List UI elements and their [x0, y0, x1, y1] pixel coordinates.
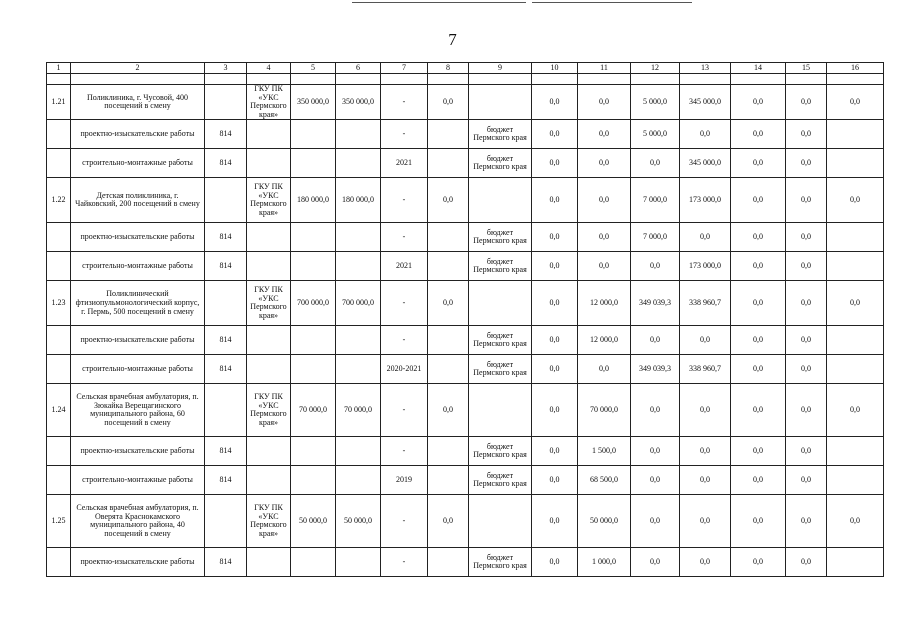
- cell-col-9: [469, 281, 532, 326]
- cell-col-3: [205, 281, 247, 326]
- object-row: [47, 384, 884, 437]
- cell-col-15: 0,0: [786, 149, 827, 178]
- cell-col-1: [47, 120, 71, 149]
- column-number-6: 6: [336, 63, 381, 74]
- column-number-3: 3: [205, 63, 247, 74]
- cell-col-3: [205, 178, 247, 223]
- cell-col-15: 0,0: [786, 466, 827, 495]
- cell-col-15: 0,0: [786, 85, 827, 120]
- budget-table: [46, 62, 884, 577]
- cell-col-16: [827, 355, 884, 384]
- cell-col-15: 0,0: [786, 178, 827, 223]
- object-row: [47, 178, 884, 223]
- object-row: [47, 85, 884, 120]
- column-number-4: 4: [247, 63, 291, 74]
- cell-col-7: -: [381, 437, 428, 466]
- cell-col-11: 0,0: [578, 85, 631, 120]
- cell-col-7: -: [381, 223, 428, 252]
- cell-col-5: 50 000,0: [291, 495, 336, 548]
- cell-col-16: [827, 548, 884, 577]
- cell-col-10: 0,0: [532, 178, 578, 223]
- cell-col-15: 0,0: [786, 252, 827, 281]
- cell-col-9: бюджет Пермского края: [469, 466, 532, 495]
- cell-col-3: 814: [205, 548, 247, 577]
- cell-col-10: 0,0: [532, 85, 578, 120]
- cell-col-8: [428, 252, 469, 281]
- cell-col-15: 0,0: [786, 495, 827, 548]
- cell-col-12: 0,0: [631, 252, 680, 281]
- cell-col-6: [336, 149, 381, 178]
- cell-col-15: 0,0: [786, 437, 827, 466]
- column-number-16: 16: [827, 63, 884, 74]
- cell-col-5: [291, 252, 336, 281]
- cell-col-4: [247, 437, 291, 466]
- cell-col-2: проектно-изыскательские работы: [71, 437, 205, 466]
- cell-col-13: 0,0: [680, 495, 731, 548]
- cell-col-2: строительно-монтажные работы: [71, 466, 205, 495]
- cell-col-5: [291, 223, 336, 252]
- cell-col-16: [827, 223, 884, 252]
- blank-row: [47, 74, 884, 85]
- cell-col-12: 349 039,3: [631, 281, 680, 326]
- cell-col-2: Сельская врачебная амбулатория, п. Оверята Краснокамского муниципального района, 40 посещений в смену: [71, 495, 205, 548]
- cell-col-10: 0,0: [532, 223, 578, 252]
- cell-col-11: 1 000,0: [578, 548, 631, 577]
- cell-col-2: Детская поликлиника, г. Чайковский, 200 посещений в смену: [71, 178, 205, 223]
- cell-col-5: 180 000,0: [291, 178, 336, 223]
- cell-col-7: -: [381, 120, 428, 149]
- scan-edge-line-left: [352, 2, 526, 3]
- cell-col-6: [336, 120, 381, 149]
- cell-col-11: 68 500,0: [578, 466, 631, 495]
- cell-col-15: 0,0: [786, 384, 827, 437]
- cell-col-2: проектно-изыскательские работы: [71, 548, 205, 577]
- cell-col-8: [428, 548, 469, 577]
- cell-col-5: [291, 437, 336, 466]
- cell-col-11: 0,0: [578, 178, 631, 223]
- cell-col-1: 1.22: [47, 178, 71, 223]
- cell-col-3: 814: [205, 466, 247, 495]
- cell-col-4: [247, 252, 291, 281]
- cell-col-13: 173 000,0: [680, 252, 731, 281]
- cell-col-4: ГКУ ПК «УКС Пермского края»: [247, 281, 291, 326]
- cell-col-12: 7 000,0: [631, 178, 680, 223]
- cell-col-14: 0,0: [731, 85, 786, 120]
- cell-col-9: [469, 384, 532, 437]
- cell-col-13: 345 000,0: [680, 85, 731, 120]
- cell-col-13: 173 000,0: [680, 178, 731, 223]
- cell-col-16: 0,0: [827, 85, 884, 120]
- cell-col-15: 0,0: [786, 223, 827, 252]
- cell-col-5: [291, 326, 336, 355]
- cell-col-13: 0,0: [680, 120, 731, 149]
- cell-col-8: 0,0: [428, 178, 469, 223]
- cell-col-7: 2021: [381, 149, 428, 178]
- cell-col-4: [247, 120, 291, 149]
- work-type-row: [47, 466, 884, 495]
- cell-col-16: [827, 437, 884, 466]
- cell-col-10: 0,0: [532, 548, 578, 577]
- cell-col-2: проектно-изыскательские работы: [71, 120, 205, 149]
- cell-col-12: 0,0: [631, 437, 680, 466]
- cell-col-3: 814: [205, 223, 247, 252]
- column-number-15: 15: [786, 63, 827, 74]
- work-type-row: [47, 252, 884, 281]
- cell-col-15: 0,0: [786, 548, 827, 577]
- work-type-row: [47, 149, 884, 178]
- cell-col-8: [428, 437, 469, 466]
- cell-col-2: проектно-изыскательские работы: [71, 223, 205, 252]
- cell-col-13: 0,0: [680, 437, 731, 466]
- work-type-row: [47, 437, 884, 466]
- cell-col-15: 0,0: [786, 355, 827, 384]
- work-type-row: [47, 355, 884, 384]
- cell-col-10: 0,0: [532, 281, 578, 326]
- cell-col-11: 0,0: [578, 252, 631, 281]
- cell-col-15: 0,0: [786, 281, 827, 326]
- cell-col-11: 0,0: [578, 149, 631, 178]
- cell-col-14: 0,0: [731, 223, 786, 252]
- cell-col-3: 814: [205, 326, 247, 355]
- cell-col-14: 0,0: [731, 437, 786, 466]
- cell-col-10: 0,0: [532, 355, 578, 384]
- cell-col-1: [47, 149, 71, 178]
- cell-col-9: бюджет Пермского края: [469, 223, 532, 252]
- cell-col-3: 814: [205, 252, 247, 281]
- cell-col-7: 2021: [381, 252, 428, 281]
- cell-col-5: [291, 466, 336, 495]
- scan-edge-line-right: [532, 2, 692, 3]
- cell-col-8: [428, 466, 469, 495]
- cell-col-16: 0,0: [827, 178, 884, 223]
- cell-col-13: 338 960,7: [680, 281, 731, 326]
- cell-col-5: 700 000,0: [291, 281, 336, 326]
- cell-col-11: 0,0: [578, 223, 631, 252]
- cell-col-8: [428, 326, 469, 355]
- column-number-13: 13: [680, 63, 731, 74]
- cell-col-13: 345 000,0: [680, 149, 731, 178]
- cell-col-8: 0,0: [428, 85, 469, 120]
- cell-col-2: проектно-изыскательские работы: [71, 326, 205, 355]
- cell-col-16: [827, 120, 884, 149]
- column-number-10: 10: [532, 63, 578, 74]
- cell-col-14: 0,0: [731, 178, 786, 223]
- cell-col-7: -: [381, 548, 428, 577]
- cell-col-7: -: [381, 326, 428, 355]
- cell-col-7: -: [381, 85, 428, 120]
- cell-col-1: 1.25: [47, 495, 71, 548]
- cell-col-8: [428, 120, 469, 149]
- column-number-8: 8: [428, 63, 469, 74]
- cell-col-11: 0,0: [578, 120, 631, 149]
- cell-col-9: [469, 85, 532, 120]
- cell-col-14: 0,0: [731, 326, 786, 355]
- cell-col-3: 814: [205, 149, 247, 178]
- cell-col-1: [47, 326, 71, 355]
- cell-col-16: [827, 326, 884, 355]
- cell-col-11: 1 500,0: [578, 437, 631, 466]
- cell-col-14: 0,0: [731, 149, 786, 178]
- cell-col-14: 0,0: [731, 252, 786, 281]
- cell-col-13: 0,0: [680, 384, 731, 437]
- cell-col-16: 0,0: [827, 384, 884, 437]
- cell-col-10: 0,0: [532, 466, 578, 495]
- cell-col-10: 0,0: [532, 252, 578, 281]
- cell-col-3: [205, 384, 247, 437]
- cell-col-4: ГКУ ПК «УКС Пермского края»: [247, 178, 291, 223]
- work-type-row: [47, 120, 884, 149]
- cell-col-6: 350 000,0: [336, 85, 381, 120]
- cell-col-5: 70 000,0: [291, 384, 336, 437]
- cell-col-2: строительно-монтажные работы: [71, 252, 205, 281]
- cell-col-9: бюджет Пермского края: [469, 355, 532, 384]
- cell-col-2: Поликлинический фтизиопульмонологический корпус, г. Пермь, 500 посещений в смену: [71, 281, 205, 326]
- cell-col-16: [827, 149, 884, 178]
- cell-col-12: 349 039,3: [631, 355, 680, 384]
- cell-col-11: 70 000,0: [578, 384, 631, 437]
- cell-col-12: 5 000,0: [631, 85, 680, 120]
- object-row: [47, 495, 884, 548]
- cell-col-8: [428, 149, 469, 178]
- cell-col-1: 1.21: [47, 85, 71, 120]
- cell-col-16: 0,0: [827, 495, 884, 548]
- cell-col-6: 50 000,0: [336, 495, 381, 548]
- cell-col-1: [47, 437, 71, 466]
- cell-col-9: бюджет Пермского края: [469, 149, 532, 178]
- cell-col-6: [336, 223, 381, 252]
- cell-col-4: ГКУ ПК «УКС Пермского края»: [247, 85, 291, 120]
- cell-col-4: [247, 223, 291, 252]
- cell-col-4: [247, 355, 291, 384]
- cell-col-12: 0,0: [631, 466, 680, 495]
- cell-col-6: [336, 326, 381, 355]
- cell-col-1: [47, 355, 71, 384]
- cell-col-12: 5 000,0: [631, 120, 680, 149]
- cell-col-16: [827, 466, 884, 495]
- cell-col-12: 0,0: [631, 384, 680, 437]
- object-row: [47, 281, 884, 326]
- cell-col-5: [291, 149, 336, 178]
- column-number-1: 1: [47, 63, 71, 74]
- cell-col-7: -: [381, 178, 428, 223]
- cell-col-9: бюджет Пермского края: [469, 326, 532, 355]
- cell-col-4: [247, 466, 291, 495]
- cell-col-14: 0,0: [731, 384, 786, 437]
- cell-col-2: строительно-монтажные работы: [71, 149, 205, 178]
- cell-col-4: [247, 548, 291, 577]
- cell-col-10: 0,0: [532, 384, 578, 437]
- cell-col-14: 0,0: [731, 120, 786, 149]
- cell-col-13: 338 960,7: [680, 355, 731, 384]
- cell-col-11: 12 000,0: [578, 326, 631, 355]
- cell-col-7: 2019: [381, 466, 428, 495]
- cell-col-9: [469, 495, 532, 548]
- cell-col-10: 0,0: [532, 437, 578, 466]
- cell-col-6: 180 000,0: [336, 178, 381, 223]
- cell-col-4: ГКУ ПК «УКС Пермского края»: [247, 384, 291, 437]
- cell-col-4: [247, 149, 291, 178]
- cell-col-2: Сельская врачебная амбулатория, п. Зюкайка Верещагинского муниципального района, 60 посещений в смену: [71, 384, 205, 437]
- cell-col-2: Поликлиника, г. Чусовой, 400 посещений в смену: [71, 85, 205, 120]
- cell-col-1: [47, 252, 71, 281]
- work-type-row: [47, 326, 884, 355]
- cell-col-9: бюджет Пермского края: [469, 120, 532, 149]
- cell-col-7: -: [381, 495, 428, 548]
- column-number-row: [47, 63, 884, 74]
- cell-col-12: 0,0: [631, 149, 680, 178]
- cell-col-15: 0,0: [786, 120, 827, 149]
- cell-col-10: 0,0: [532, 149, 578, 178]
- cell-col-5: [291, 548, 336, 577]
- cell-col-9: бюджет Пермского края: [469, 437, 532, 466]
- cell-col-1: 1.24: [47, 384, 71, 437]
- column-number-2: 2: [71, 63, 205, 74]
- cell-col-6: [336, 466, 381, 495]
- cell-col-5: [291, 120, 336, 149]
- cell-col-7: -: [381, 281, 428, 326]
- cell-col-15: 0,0: [786, 326, 827, 355]
- cell-col-3: 814: [205, 120, 247, 149]
- cell-col-8: 0,0: [428, 495, 469, 548]
- cell-col-8: 0,0: [428, 281, 469, 326]
- cell-col-14: 0,0: [731, 466, 786, 495]
- cell-col-4: [247, 326, 291, 355]
- page-number: 7: [448, 30, 457, 49]
- column-number-9: 9: [469, 63, 532, 74]
- cell-col-6: [336, 437, 381, 466]
- cell-col-11: 50 000,0: [578, 495, 631, 548]
- cell-col-14: 0,0: [731, 495, 786, 548]
- cell-col-3: [205, 495, 247, 548]
- cell-col-6: [336, 355, 381, 384]
- cell-col-11: 12 000,0: [578, 281, 631, 326]
- column-number-7: 7: [381, 63, 428, 74]
- cell-col-6: [336, 548, 381, 577]
- cell-col-2: строительно-монтажные работы: [71, 355, 205, 384]
- column-number-14: 14: [731, 63, 786, 74]
- cell-col-13: 0,0: [680, 548, 731, 577]
- cell-col-9: [469, 178, 532, 223]
- cell-col-8: 0,0: [428, 384, 469, 437]
- cell-col-12: 0,0: [631, 548, 680, 577]
- cell-col-11: 0,0: [578, 355, 631, 384]
- cell-col-5: [291, 355, 336, 384]
- cell-col-13: 0,0: [680, 223, 731, 252]
- cell-col-7: 2020-2021: [381, 355, 428, 384]
- cell-col-3: 814: [205, 355, 247, 384]
- work-type-row: [47, 223, 884, 252]
- cell-col-9: бюджет Пермского края: [469, 548, 532, 577]
- cell-col-1: [47, 466, 71, 495]
- cell-col-1: 1.23: [47, 281, 71, 326]
- cell-col-12: 7 000,0: [631, 223, 680, 252]
- cell-col-16: [827, 252, 884, 281]
- cell-col-14: 0,0: [731, 548, 786, 577]
- cell-col-5: 350 000,0: [291, 85, 336, 120]
- column-number-5: 5: [291, 63, 336, 74]
- cell-col-10: 0,0: [532, 120, 578, 149]
- cell-col-6: 700 000,0: [336, 281, 381, 326]
- cell-col-10: 0,0: [532, 326, 578, 355]
- cell-col-13: 0,0: [680, 326, 731, 355]
- work-type-row: [47, 548, 884, 577]
- cell-col-10: 0,0: [532, 495, 578, 548]
- cell-col-3: 814: [205, 437, 247, 466]
- column-number-11: 11: [578, 63, 631, 74]
- cell-col-6: 70 000,0: [336, 384, 381, 437]
- cell-col-8: [428, 355, 469, 384]
- cell-col-8: [428, 223, 469, 252]
- table-body: [47, 74, 884, 577]
- cell-col-4: ГКУ ПК «УКС Пермского края»: [247, 495, 291, 548]
- cell-col-3: [205, 85, 247, 120]
- cell-col-12: 0,0: [631, 326, 680, 355]
- cell-col-7: -: [381, 384, 428, 437]
- cell-col-16: 0,0: [827, 281, 884, 326]
- cell-col-14: 0,0: [731, 355, 786, 384]
- cell-col-14: 0,0: [731, 281, 786, 326]
- cell-col-6: [336, 252, 381, 281]
- cell-col-1: [47, 548, 71, 577]
- column-number-12: 12: [631, 63, 680, 74]
- cell-col-9: бюджет Пермского края: [469, 252, 532, 281]
- cell-col-12: 0,0: [631, 495, 680, 548]
- cell-col-13: 0,0: [680, 466, 731, 495]
- cell-col-1: [47, 223, 71, 252]
